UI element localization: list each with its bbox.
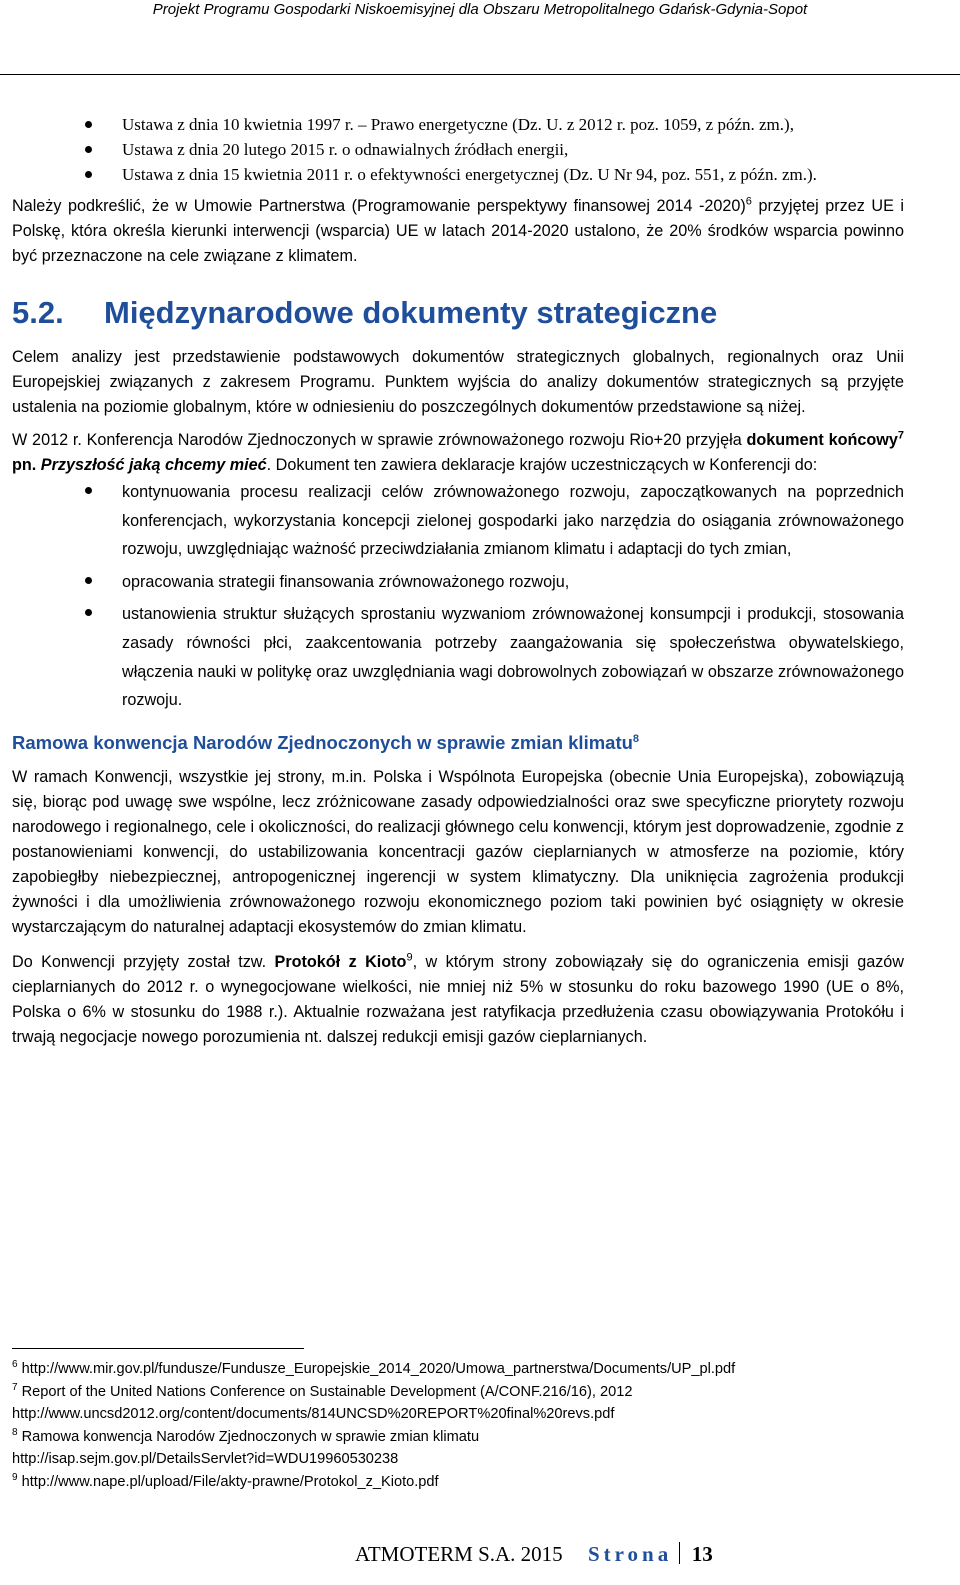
- bullet-icon: [85, 577, 92, 584]
- declaration-list: [12, 478, 904, 715]
- page-body: [12, 112, 904, 1050]
- subheading-unfccc: Ramowa konwencja Narodów Zjednoczonych w sprawie zmian klimatu$^8$: [12, 731, 640, 753]
- list-item: Ustawa z dnia 15 kwietnia 2011 r. o efektywności energetycznej (Dz. U Nr 94, poz. 551, z późn. zm.).: [12, 162, 904, 187]
- paragraph-kyoto: Do Konwencji przyjęty został tzw. Protokół z Kioto$^9$, w którym strony zobowiązały się do ograniczenia emisji gazów cieplarnianych do 2012 r. o wynegocjowane wielkości, nie mniej niż 5% w stosunku do roku bazowego 1990 (UE o 8%, Polska o 6% w stosunku do 1988 r.). Aktualnie rozważana jest ratyfikacja przedłużenia czasu obowiązywania Protokółu i trwają negocjacje nowego porozumienia nt. dalszej redukcji emisji gazów cieplarnianych.: [12, 951, 904, 1046]
- footnote-line: $^6$ http://www.mir.gov.pl/fundusze/Fundusze_Europejskie_2014_2020/Umowa_partnerstwa/Documents/UP_pl.pdf: [12, 1359, 736, 1377]
- header-title: Projekt Programu Gospodarki Niskoemisyjnej dla Obszaru Metropolitalnego Gdańsk-Gdynia-Sopot: [152, 1, 808, 18]
- bullet-icon: [85, 609, 92, 616]
- footer-page-number: 13: [691, 1542, 713, 1566]
- footer-divider: [679, 1542, 680, 1564]
- page-header: [0, 0, 960, 30]
- bullet-icon: [85, 121, 92, 128]
- paragraph-partnership: Należy podkreślić, że w Umowie Partnerstwa (Programowanie perspektywy finansowej 2014 -2020)$^6$ przyjętej przez UE i Polskę, która określa kierunki interwencji (wsparcia) UE w latach 2014-2020 ustalono, że 20% środków wsparcia powinno być przeznaczone na cele związane z klimatem.: [12, 195, 904, 265]
- page-footer: [355, 1540, 713, 1572]
- section-heading: [12, 291, 904, 335]
- header-divider: [0, 74, 960, 75]
- section-title: Międzynarodowe dokumenty strategiczne: [104, 295, 718, 330]
- footnote-line: $^8$ Ramowa konwencja Narodów Zjednoczonych w sprawie zmian klimatu: [12, 1426, 480, 1445]
- list-item: kontynuowania procesu realizacji celów zrównoważonego rozwoju, zapoczątkowanych na poprzednich konferencjach, wykorzystania koncepcji zielonej gospodarki jako narzędzia do osiągania zrównoważonego rozwoju, uwzględniając ważność przeciwdziałania zmianom klimatu i adaptacji do tych zmian,: [12, 478, 904, 564]
- footnote-divider: [12, 1348, 304, 1349]
- footnote-line: $^9$ http://www.nape.pl/upload/File/akty-prawne/Protokol_z_Kioto.pdf: [12, 1471, 439, 1490]
- footnote-line: http://isap.sejm.gov.pl/DetailsServlet?id=WDU19960530238: [12, 1451, 399, 1467]
- footnote-line: http://www.uncsd2012.org/content/documents/814UNCSD%20REPORT%20final%20revs.pdf: [12, 1406, 615, 1422]
- paragraph-convention: W ramach Konwencji, wszystkie jej strony, m.in. Polska i Wspólnota Europejska (obecnie Unia Europejska), zobowiązują się, biorąc pod uwagę swe wspólne, lecz zróżnicowane zasady odpowiedzialności oraz swe specyficzne priorytety rozwoju narodowego i regionalnego, cele i okoliczności, do realizacji głównego celu konwencji, którym jest doprowadzenie, zgodnie z postanowieniami konwencji, do ustabilizowania koncentracji gazów cieplarnianych w atmosferze na poziomie, który zapobiegłby niebezpiecznej, antropogenicznej ingerencji w system klimatyczny. Dla uniknięcia zagrożenia produkcji żywności i dla umożliwienia zrównoważonego rozwoju ekonomicznego poziom taki powinien być osiągnięty w okresie wystarczającym do naturalnej adaptacji ekosystemów do zmian klimatu.: [12, 767, 904, 936]
- paragraph-intro: Celem analizy jest przedstawienie podstawowych dokumentów strategicznych globalnych, regionalnych oraz Unii Europejskiej związanych z zakresem Programu. Punktem wyjścia do analizy dokumentów strategicznych są przyjęte ustalenia na poziomie globalnym, które w odniesieniu do poszczególnych dokumentów przedstawione są niżej.: [12, 348, 904, 416]
- bullet-icon: [85, 487, 92, 494]
- list-item: Ustawa z dnia 20 lutego 2015 r. o odnawialnych źródłach energii,: [12, 137, 904, 162]
- footnotes: [12, 1358, 912, 1493]
- footer-company: ATMOTERM S.A. 2015: [355, 1542, 563, 1566]
- bullet-icon: [85, 146, 92, 153]
- list-item: ustanowienia struktur służących sprostaniu wyzwaniom zrównoważonej konsumpcji i produkcji, stosowania zasady równości płci, zaakcentowania potrzeby zaangażowania się społeczeństwa obywatelskiego, włączenia nauki w politykę oraz uwzględniania wagi dobrowolnych zobowiązań w obszarze zrównoważonego rozwoju.: [12, 600, 904, 714]
- law-list: [12, 112, 904, 187]
- section-number: 5.2.: [12, 295, 64, 330]
- footer-page-label: Strona: [587, 1542, 673, 1566]
- paragraph-rio: W 2012 r. Konferencja Narodów Zjednoczonych w sprawie zrównoważonego rozwoju Rio+20 przyjęła dokument końcowy$^7$ pn. Przyszłość jaką chcemy mieć. Dokument ten zawiera deklaracje krajów uczestniczących w Konferencji do:: [12, 429, 904, 474]
- bullet-icon: [85, 171, 92, 178]
- list-item: Ustawa z dnia 10 kwietnia 1997 r. – Prawo energetyczne (Dz. U. z 2012 r. poz. 1059, z późn. zm.),: [12, 112, 904, 137]
- list-item: opracowania strategii finansowania zrównoważonego rozwoju,: [12, 568, 904, 597]
- footnote-line: $^7$ Report of the United Nations Conference on Sustainable Development (A/CONF.216/16), 2012: [12, 1381, 633, 1400]
